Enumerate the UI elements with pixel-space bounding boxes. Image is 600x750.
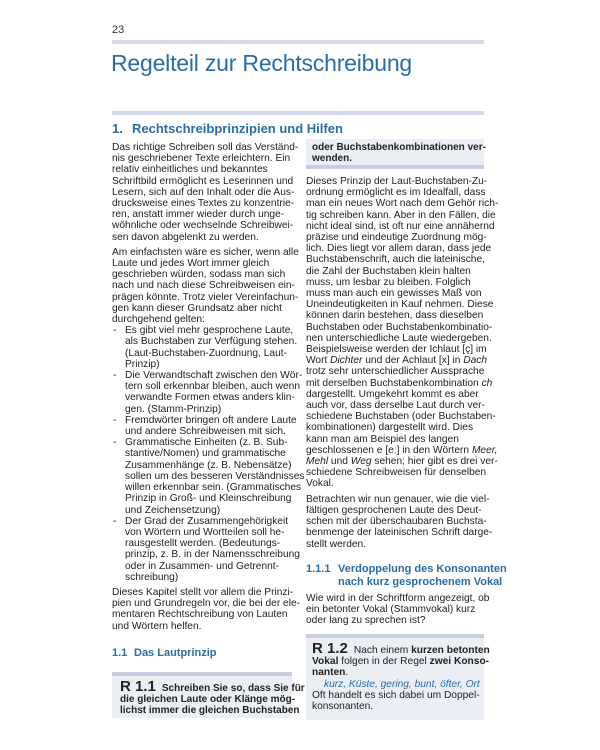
text-line: Prinzip in Groß- und Kleinschreibung bbox=[125, 493, 292, 505]
section-divider bbox=[112, 111, 484, 115]
text-line: durchgehend gelten: bbox=[112, 314, 205, 326]
text-line: ren, anstatt immer wieder durch unge- bbox=[112, 209, 285, 221]
dash-bullet-icon: - bbox=[113, 370, 117, 382]
text-line: dargestellt. Umgekehrt kommt es aber bbox=[306, 388, 479, 400]
section-heading bbox=[112, 121, 343, 136]
list-item bbox=[112, 325, 305, 370]
text-line: verwandte Formen etwas anders klin- bbox=[125, 392, 295, 404]
top-divider bbox=[112, 40, 484, 44]
list-item bbox=[112, 437, 305, 515]
text-segment: Nach einem bbox=[353, 645, 412, 656]
rule-note-line: konsonanten. bbox=[312, 701, 374, 713]
text-line: trotz sehr unterschiedlicher Aussprache bbox=[306, 366, 485, 378]
rule-label: R 1.2 bbox=[312, 640, 348, 657]
rule-text-line: die gleichen Laute oder Klänge mög- bbox=[120, 694, 296, 706]
italic-term: Dichter bbox=[330, 355, 363, 367]
rule-continuation-text bbox=[312, 142, 484, 164]
text-segment: . bbox=[345, 667, 349, 679]
text-line: lich. Dies liegt vor allem daran, dass jede bbox=[306, 243, 492, 255]
text-line: oder in Zusammen- und Getrennt- bbox=[125, 560, 280, 572]
section-title: Rechtschreibprinzipien und Hilfen bbox=[132, 121, 343, 136]
left-column bbox=[112, 142, 305, 632]
text-line: die Zahl der Buchstaben klein halten bbox=[306, 265, 471, 277]
text-line: nis geschriebener Texte erleichtern. Ein bbox=[112, 153, 291, 165]
text-segment: folgen in der Regel bbox=[338, 656, 430, 668]
text-line: Beispielsweise werden der Ichlaut [ç] im bbox=[306, 344, 487, 356]
principle-paragraph bbox=[112, 247, 305, 325]
text-line: (Laut-Buchstaben-Zuordnung, Laut- bbox=[125, 347, 287, 359]
text-line: schiedene Schreibweisen für denselben bbox=[306, 467, 487, 479]
text-line: muss man auch ein gewisses Maß von bbox=[306, 288, 482, 300]
text-line: benmenge der lateinischen Schrift darge- bbox=[306, 527, 493, 539]
text-line: oder lang zu sprechen ist? bbox=[306, 615, 426, 627]
text-line: muss, um lesbar zu bleiben. Folglich bbox=[306, 276, 471, 288]
principles-list bbox=[112, 325, 305, 583]
text-line: Es gibt viel mehr gesprochene Laute, bbox=[125, 325, 294, 337]
dash-bullet-icon: - bbox=[113, 414, 117, 426]
list-item bbox=[112, 415, 305, 437]
text-line: nach und nach diese Schreibweisen ein- bbox=[112, 280, 295, 292]
text-line: präzise und eindeutige Zuordnung mög- bbox=[306, 232, 487, 244]
rule-text-line: lichst immer die gleichen Buchstaben bbox=[120, 705, 300, 717]
text-line: pien und Grundregeln vor, die bei der ele- bbox=[112, 598, 301, 610]
text-line bbox=[306, 445, 498, 456]
section-number: 1. bbox=[112, 121, 123, 136]
italic-term: ch bbox=[481, 377, 493, 389]
text-line: stellt werden. bbox=[306, 538, 367, 550]
text-line: Laute und jedes Wort immer gleich bbox=[112, 258, 270, 270]
rule-text-line: Schreiben Sie so, dass Sie für bbox=[161, 683, 305, 694]
text-line: Buchstabenschrift, auch die lateinische, bbox=[306, 254, 485, 266]
text-segment: und der Achlaut [x] in bbox=[362, 355, 464, 367]
subsection-number: 1.1 bbox=[112, 647, 128, 659]
text-line: Schriftbild ermöglicht es Leserinnen und bbox=[112, 175, 294, 187]
text-line: schreibung) bbox=[125, 571, 179, 583]
text-line: oder Buchstabenkombinationen ver- bbox=[312, 142, 486, 153]
rule-box-r1-1 bbox=[112, 672, 305, 718]
text-line: Dieses Kapitel stellt vor allem die Prinzi- bbox=[112, 586, 294, 598]
text-line: man ein neues Wort nach dem Gehör rich- bbox=[306, 198, 499, 210]
text-line: Uneindeutigkeiten in Kauf nehmen. Diese bbox=[306, 299, 494, 311]
text-line: als Buchstaben zur Verfügung stehen. bbox=[125, 336, 298, 348]
text-line: gen kann dieser Grundsatz aber nicht bbox=[112, 302, 282, 314]
dash-bullet-icon: - bbox=[113, 437, 117, 449]
text-segment: mit derselben Buchstabenkombination bbox=[306, 377, 482, 389]
text-line: kombinationen) dargestellt wird. Dies bbox=[306, 422, 474, 434]
text-line: Grammatische Einheiten (z. B. Sub- bbox=[125, 437, 288, 449]
subsection-title-line: nach kurz gesprochenem Vokal bbox=[338, 576, 503, 588]
betrachten-paragraph bbox=[306, 494, 498, 550]
text-line bbox=[306, 355, 498, 366]
text-line: ein betonter Vokal (Stammvokal) kurz bbox=[306, 604, 476, 616]
text-line: sollen um des besseren Verständnisses bbox=[125, 470, 305, 482]
text-line: und Zeichensetzung) bbox=[125, 504, 221, 516]
text-line: tern soll erkennbar bleiben, auch wenn bbox=[125, 381, 300, 393]
dash-bullet-icon: - bbox=[113, 325, 117, 337]
text-line: Am einfachsten wäre es sicher, wenn alle bbox=[112, 246, 299, 258]
text-line: Das richtige Schreiben soll das Verständ- bbox=[112, 142, 299, 153]
italic-term: Mehl bbox=[306, 456, 329, 468]
italic-term: Meer, bbox=[471, 444, 498, 456]
rule-note-line: Oft handelt es sich dabei um Doppel- bbox=[312, 689, 480, 701]
text-line: und Wörtern helfen. bbox=[112, 620, 202, 632]
text-segment: und bbox=[328, 456, 351, 468]
rule-box-continuation bbox=[306, 139, 484, 169]
lautprinzip-paragraph bbox=[306, 176, 498, 490]
text-line: kann man am Beispiel des langen bbox=[306, 433, 459, 445]
bold-term: zwei Konso- bbox=[429, 656, 490, 668]
list-item bbox=[112, 516, 305, 583]
page-title: Regelteil zur Rechtschreibung bbox=[111, 50, 413, 76]
bold-term: kurzen betonten bbox=[411, 645, 490, 656]
text-line: mentaren Rechtschreibung von Lauten bbox=[112, 609, 288, 621]
text-line: Der Grad der Zusammengehörigkeit bbox=[125, 515, 289, 527]
text-segment: Wort bbox=[306, 355, 331, 367]
bold-term: Vokal bbox=[312, 656, 339, 668]
page-number: 23 bbox=[112, 24, 125, 36]
text-line: tig schreiben kann. Aber in den Fällen, die bbox=[306, 209, 496, 221]
right-column bbox=[306, 176, 498, 550]
bold-term: nanten bbox=[312, 667, 346, 679]
italic-term: Weg bbox=[350, 456, 372, 468]
rule-examples: kurz, Küste, gering, bunt, öfter, Ort bbox=[324, 678, 480, 690]
text-line: drucksweise eines Textes zu konzentrie- bbox=[112, 198, 295, 210]
text-line: Fremdwörter bringen oft andere Laute bbox=[125, 414, 297, 426]
subsection-title: Das Lautprinzip bbox=[134, 647, 217, 659]
rule-text-line bbox=[312, 667, 484, 678]
text-line: Zusammenhänge (z. B. Nebensätze) bbox=[125, 459, 292, 471]
text-line: fältigen gesprochenen Laute des Deut- bbox=[306, 504, 482, 516]
rule-box-r1-2 bbox=[306, 634, 490, 720]
chapter-summary-paragraph bbox=[112, 587, 305, 632]
intro-paragraph bbox=[112, 142, 305, 243]
text-line: Lesern, sich auf den Inhalt oder die Aus- bbox=[112, 186, 295, 198]
question-paragraph bbox=[306, 593, 489, 627]
subsection-heading-1-1-1 bbox=[306, 563, 507, 589]
subsection-number: 1.1.1 bbox=[306, 563, 331, 575]
text-line: prägen könnte. Trotz vieler Vereinfachun- bbox=[112, 291, 299, 303]
text-line: gen. (Stamm-Prinzip) bbox=[125, 403, 222, 415]
dash-bullet-icon: - bbox=[113, 515, 117, 527]
text-line: Die Verwandtschaft zwischen den Wör- bbox=[125, 370, 303, 382]
subsection-heading-1-1 bbox=[112, 647, 217, 659]
text-line bbox=[306, 378, 498, 389]
text-line: rausgestellt werden. (Bedeutungs- bbox=[125, 538, 281, 550]
text-segment: sehen; hier gibt es drei ver- bbox=[371, 456, 498, 468]
rule-label: R 1.1 bbox=[120, 678, 156, 695]
text-line: sen davon abgelenkt zu werden. bbox=[112, 231, 259, 243]
text-line: wöhnliche oder wechselnde Schreibwei- bbox=[112, 220, 294, 232]
text-line bbox=[306, 456, 498, 467]
text-line: Wie wird in der Schriftform angezeigt, ob bbox=[306, 593, 490, 604]
text-line: nen unterschiedliche Laute wiedergeben. bbox=[306, 332, 492, 344]
text-line: Prinzip) bbox=[125, 358, 160, 370]
list-item bbox=[112, 370, 305, 415]
subsection-title-line: Verdoppelung des Konsonanten bbox=[338, 563, 507, 575]
text-line: stantive/Nomen) und grammatische bbox=[125, 448, 286, 460]
text-line: geschrieben würden, sodass man sich bbox=[112, 269, 286, 281]
text-segment: geschlossenen e [eː] in den Wörtern bbox=[306, 444, 472, 456]
text-line: und andere Schreibweisen mit sich. bbox=[125, 426, 286, 438]
text-line: können darin bestehen, dass dieselben bbox=[306, 310, 484, 322]
text-line: ordnung ermöglicht es im Idealfall, dass bbox=[306, 187, 486, 199]
rule-text-line bbox=[312, 656, 490, 668]
text-line: Betrachten wir nun genauer, wie die viel- bbox=[306, 493, 490, 505]
text-line: von Wörtern und Wortteilen soll he- bbox=[125, 526, 285, 538]
text-line: Vokal. bbox=[306, 478, 334, 490]
text-line: Dieses Prinzip der Laut-Buchstaben-Zu- bbox=[306, 176, 488, 187]
text-line: Buchstaben oder Buchstabenkombinatio- bbox=[306, 321, 493, 333]
text-line: willen erkennbar sein. (Grammatisches bbox=[125, 482, 302, 494]
text-line: auch vor, dass derselbe Laut durch ver- bbox=[306, 400, 485, 412]
text-line: relativ einheitliches und bekanntes bbox=[112, 164, 268, 176]
text-line: wenden. bbox=[312, 153, 353, 165]
text-line: schiedene Buchstaben (oder Buchstaben- bbox=[306, 411, 496, 423]
rule-text-line bbox=[354, 645, 490, 656]
text-line: nicht ideal sind, ist oft nur eine annähernd bbox=[306, 220, 495, 232]
text-line: prinzip, z. B. in der Namensschreibung bbox=[125, 549, 300, 561]
italic-term: Dach bbox=[463, 355, 488, 367]
text-line: schen mit der überschaubaren Buchsta- bbox=[306, 516, 487, 528]
